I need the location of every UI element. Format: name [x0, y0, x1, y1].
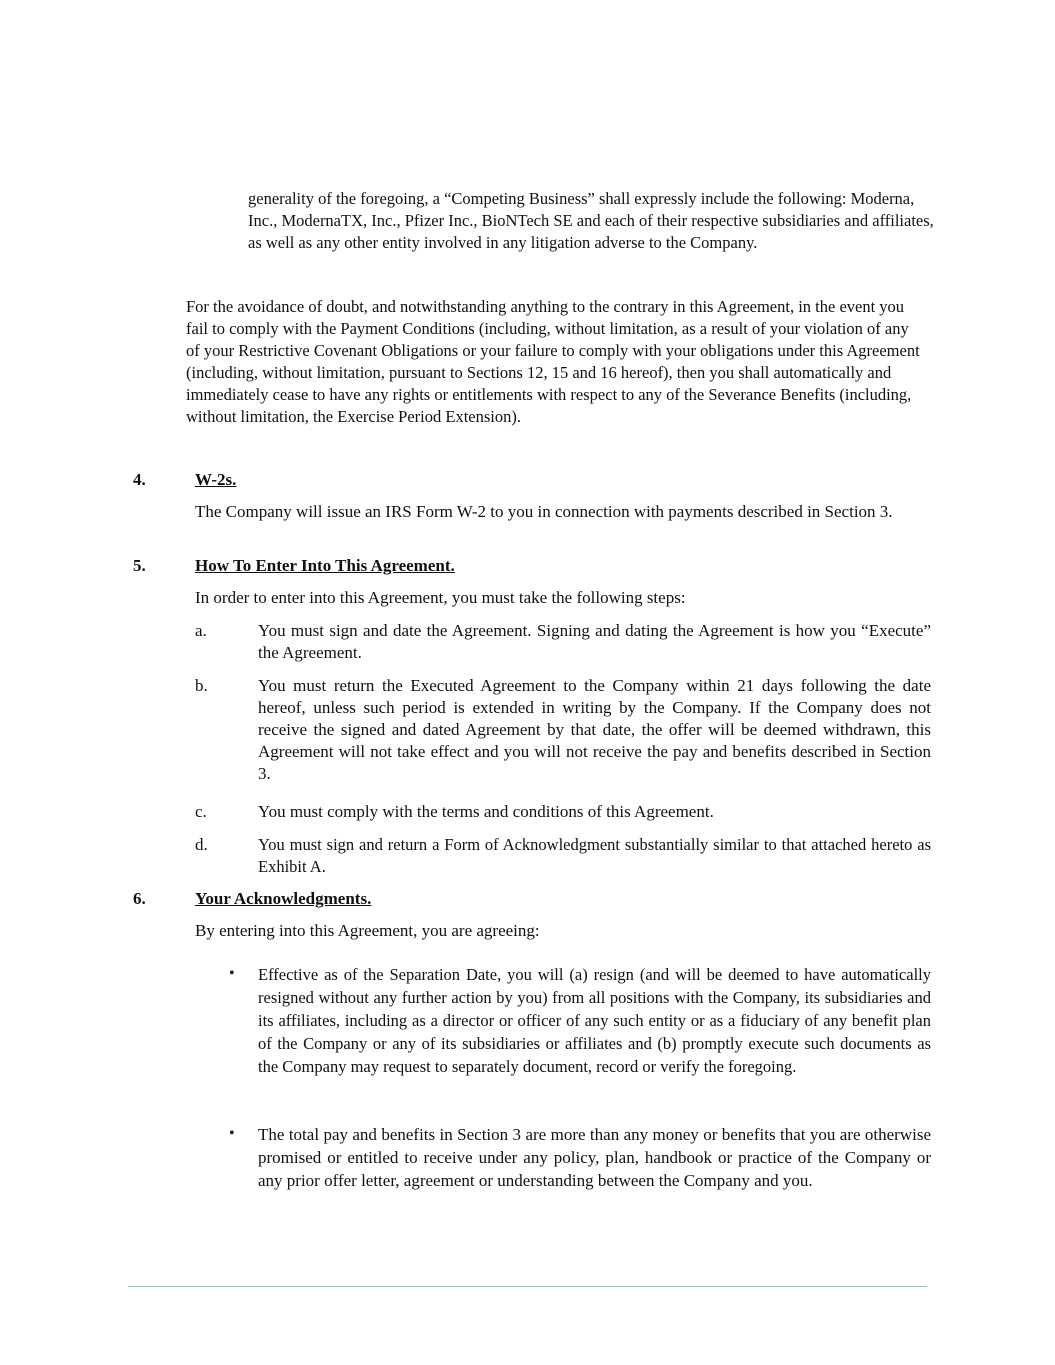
list-item-text: You must sign and return a Form of Acknowledgment substantially similar to that attached hereto as Exhibit A. [258, 835, 931, 876]
bullet-text: Effective as of the Separation Date, you will (a) resign (and will be deemed to have automatically resigned without any further action by you) from all positions with the Company, its subsidiaries and its affiliates, including as a director or officer of any such entity or as a fiduciary of any benefit plan of the Company or any of its subsidiaries or affiliates and (b) promptly execute such documents as the Company may request to separately document, record or verify the foregoing. [258, 965, 931, 1076]
list-item-text: You must return the Executed Agreement to the Company within 21 days following the date hereof, unless such period is extended in writing by the Company. If the Company does not receive the signed and dated Agreement by that date, the offer will be deemed withdrawn, this Agreement will not take effect and you will not receive the pay and benefits described in Section 3. [258, 676, 931, 783]
section-body: The Company will issue an IRS Form W-2 to you in connection with payments described in Section 3. [195, 502, 893, 521]
list-item-letter: a. [195, 621, 207, 640]
avoidance-paragraph: For the avoidance of doubt, and notwithstanding anything to the contrary in this Agreement, in the event you fail to comply with the Payment Conditions (including, without limitation, as a result of your violation of any of your Restrictive Covenant Obligations or your failure to comply with your obligations under this Agreement (including, without limitation, pursuant to Sections 12, 15 and 16 hereof), then you shall automatically and immediately cease to have any rights or entitlements with respect to any of the Severance Benefits (including, without limitation, the Exercise Period Extension). [186, 297, 920, 426]
section-heading: How To Enter Into This Agreement. [195, 556, 455, 575]
section-intro: In order to enter into this Agreement, you must take the following steps: [195, 588, 686, 607]
bullet-icon: • [229, 965, 235, 982]
list-item-letter: c. [195, 802, 207, 821]
list-item-letter: b. [195, 676, 208, 695]
section-number: 6. [133, 889, 146, 908]
section-number: 5. [133, 556, 146, 575]
bullet-text: The total pay and benefits in Section 3 are more than any money or benefits that you are otherwise promised or entitled to receive under any policy, plan, handbook or practice of the Company or any prior offer letter, agreement or understanding between the Company and you. [258, 1125, 931, 1190]
section-heading: W-2s. [195, 470, 237, 489]
section-heading: Your Acknowledgments. [195, 889, 372, 908]
list-item-letter: d. [195, 835, 208, 854]
bullet-icon: • [229, 1125, 235, 1142]
footer-rule [128, 1286, 927, 1287]
section-number: 4. [133, 470, 146, 489]
continuation-paragraph: generality of the foregoing, a “Competing Business” shall expressly include the following: Moderna, Inc., ModernaTX, Inc., Pfizer Inc., BioNTech SE and each of their respective subsidiaries and affiliates, as well as any other entity involved in any litigation adverse to the Company. [248, 189, 934, 252]
section-intro: By entering into this Agreement, you are agreeing: [195, 921, 540, 940]
list-item-text: You must sign and date the Agreement. Signing and dating the Agreement is how you “Execute” the Agreement. [258, 621, 931, 662]
list-item-text: You must comply with the terms and conditions of this Agreement. [258, 802, 714, 821]
